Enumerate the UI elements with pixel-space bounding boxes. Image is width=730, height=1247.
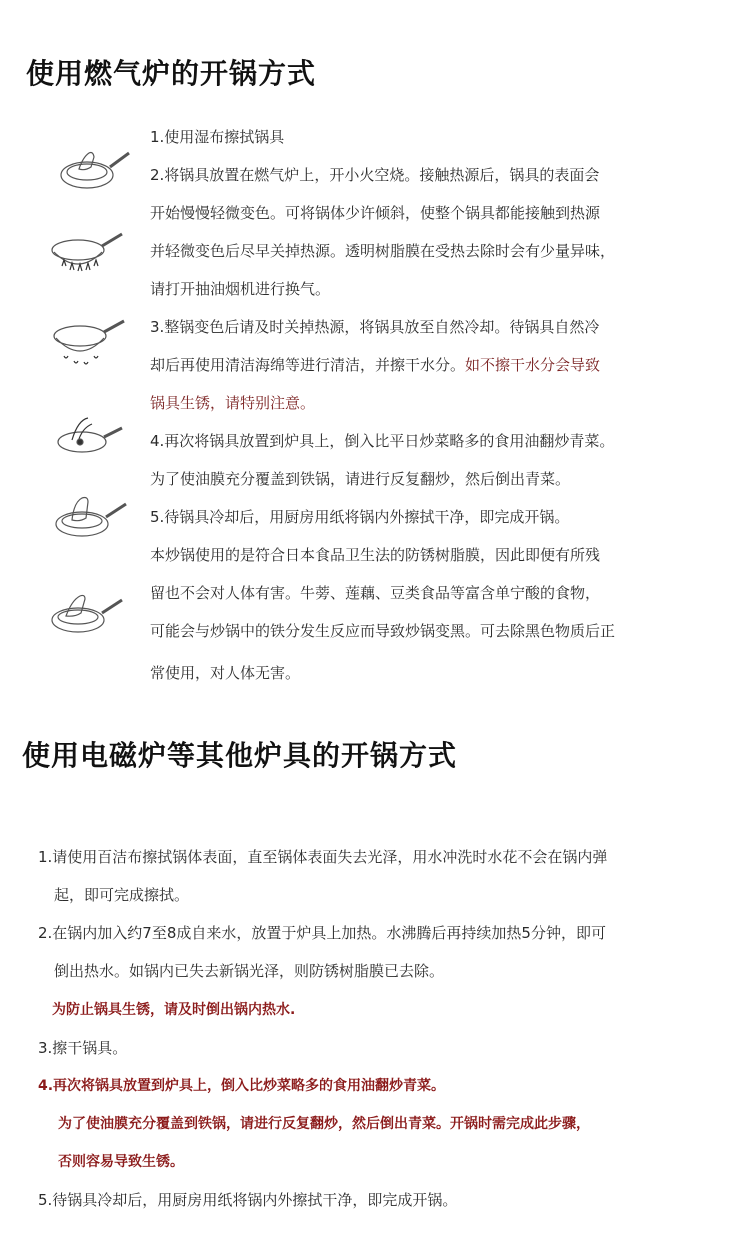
s2-line-5: 3.擦干锅具。 bbox=[38, 1039, 128, 1057]
s1-line-2: 2.将锅具放置在燃气炉上，开小火空烧。接触热源后，锅具的表面会 bbox=[150, 166, 600, 184]
s1-warning-line: 锅具生锈，请特别注意。 bbox=[150, 394, 316, 412]
s2-line-2: 起，即可完成擦拭。 bbox=[54, 886, 190, 904]
heat-pan-icon bbox=[48, 230, 124, 280]
cool-pan-icon bbox=[50, 318, 126, 368]
section1-title: 使用燃气炉的开锅方式 bbox=[26, 57, 317, 90]
s2-line-6: 4.再次将锅具放置到炉具上，倒入比炒菜略多的食用油翻炒青菜。 bbox=[38, 1078, 446, 1094]
s2-line-9: 5.待锅具冷却后，用厨房用纸将锅内外擦拭干净，即完成开锅。 bbox=[38, 1191, 458, 1209]
s1-line-11: 本炒锅使用的是符合日本食品卫生法的防锈树脂膜，因此即便有所残 bbox=[150, 546, 601, 564]
s2-line-8: 否则容易导致生锈。 bbox=[58, 1154, 184, 1170]
stir-fry-icon bbox=[52, 412, 128, 462]
s1-line-9: 为了使油膜充分覆盖到铁锅，请进行反复翻炒，然后倒出青菜。 bbox=[150, 470, 571, 488]
s2-line-3: 2.在锅内加入约7至8成自来水，放置于炉具上加热。水沸腾后再持续加热5分钟，即可 bbox=[38, 924, 606, 942]
s1-warning-tail: 如不擦干水分会导致 bbox=[465, 356, 601, 374]
section2-title: 使用电磁炉等其他炉具的开锅方式 bbox=[22, 739, 458, 772]
s2-line-4: 倒出热水。如锅内已失去新锅光泽，则防锈树脂膜已去除。 bbox=[54, 962, 445, 980]
wipe-pan-icon bbox=[55, 145, 131, 195]
s1-line-8: 4.再次将锅具放置到炉具上，倒入比平日炒菜略多的食用油翻炒青菜。 bbox=[150, 432, 615, 450]
wipe-clean-icon bbox=[48, 590, 124, 640]
s1-line-10: 5.待锅具冷却后，用厨房用纸将锅内外擦拭干净，即完成开锅。 bbox=[150, 508, 570, 526]
s2-warning-1: 为防止锅具生锈，请及时倒出锅内热水. bbox=[52, 1002, 296, 1018]
s1-line-4: 并轻微变色后尽早关掉热源。透明树脂膜在受热去除时会有少量异味， bbox=[150, 242, 616, 260]
s1-line-12: 留也不会对人体有害。牛蒡、莲藕、豆类食品等富含单宁酸的食物， bbox=[150, 584, 601, 602]
s1-line-6: 3.整锅变色后请及时关掉热源，将锅具放至自然冷却。待锅具自然冷 bbox=[150, 318, 600, 336]
s1-line-7-text: 却后再使用清洁海绵等进行清洁，并擦干水分。 bbox=[150, 356, 466, 374]
s1-line-14: 常使用，对人体无害。 bbox=[150, 664, 301, 682]
s2-line-1: 1.请使用百洁布擦拭锅体表面，直至锅体表面失去光泽，用水冲洗时水花不会在锅内弹 bbox=[38, 848, 608, 866]
s1-line-1: 1.使用湿布擦拭锅具 bbox=[150, 128, 285, 146]
s2-line-7: 为了使油膜充分覆盖到铁锅，请进行反复翻炒，然后倒出青菜。开锅时需完成此步骤， bbox=[58, 1116, 590, 1132]
s1-line-13: 可能会与炒锅中的铁分发生反应而导致炒锅变黑。可去除黑色物质后正 bbox=[150, 622, 616, 640]
wipe-dry-icon bbox=[52, 492, 128, 542]
s1-line-5: 请打开抽油烟机进行换气。 bbox=[150, 280, 331, 298]
s1-line-3: 开始慢慢轻微变色。可将锅体少许倾斜，使整个锅具都能接触到热源 bbox=[150, 204, 601, 222]
s1-line-7 bbox=[150, 355, 600, 375]
